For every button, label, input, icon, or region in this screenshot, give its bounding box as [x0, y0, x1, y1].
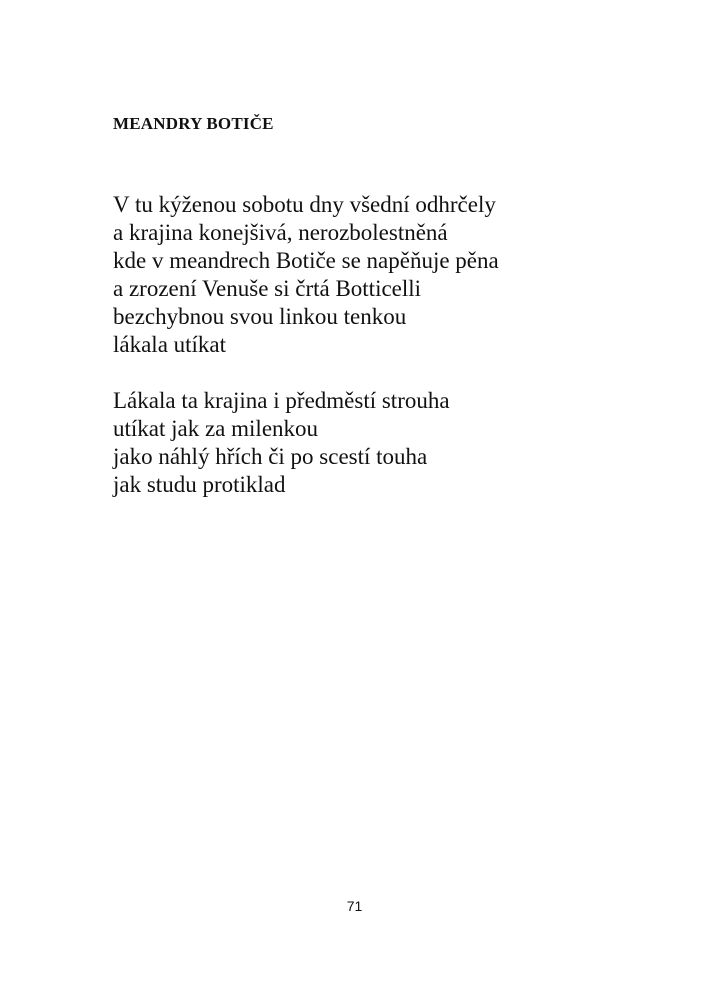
page-number: 71	[346, 898, 363, 914]
poem-line: lákala utíkat	[113, 332, 227, 357]
poem-line: V tu kýženou sobotu dny všední odhrčely	[113, 192, 496, 217]
poem-line: bezchybnou svou linkou tenkou	[113, 304, 407, 329]
poem-stanza-1	[113, 191, 633, 359]
poem-stanza-2	[113, 387, 633, 499]
poem-line: a zrození Venuše si črtá Botticelli	[113, 276, 422, 301]
poem-line: utíkat jak za milenkou	[113, 416, 319, 441]
poem-line: jak studu protiklad	[113, 472, 286, 497]
poem-line: a krajina konejšivá, nerozbolestněná	[113, 220, 448, 245]
poem-title: MEANDRY BOTIČE	[113, 114, 274, 133]
poem-line: jako náhlý hřích či po scestí touha	[113, 444, 428, 469]
poem-line: kde v meandrech Botiče se napěňuje pěna	[113, 248, 499, 273]
poem-body	[113, 191, 633, 499]
poem-line: Lákala ta krajina i předměstí strouha	[113, 388, 450, 413]
